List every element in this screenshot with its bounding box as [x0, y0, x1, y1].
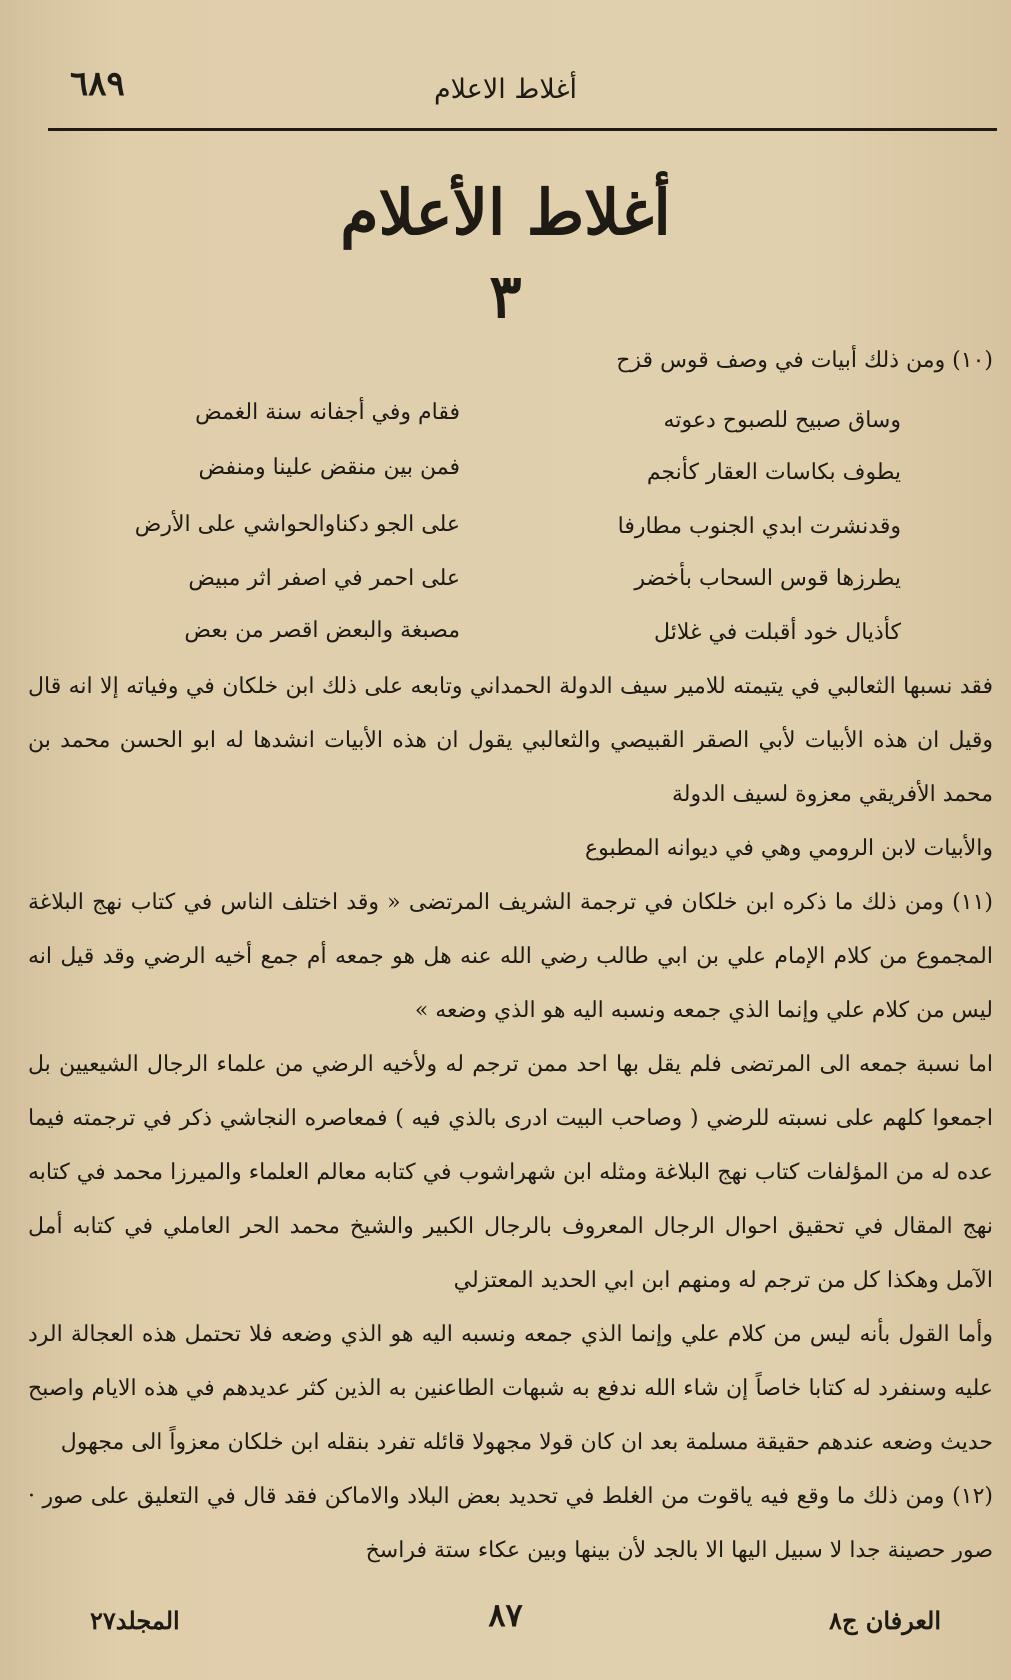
verse-2-right: يطوف بكاسات العقار كأنجم — [646, 460, 901, 485]
verse-3-left: على الجو دكناوالحواشي على الأرض — [134, 512, 460, 537]
part-number: ٣ — [489, 262, 522, 332]
article-title: أغلاط الأعلام — [340, 176, 671, 249]
intro-10: (١٠) ومن ذلك أبيات في وصف قوس قزح — [616, 348, 993, 373]
paragraph-response: وأما القول بأنه ليس من كلام علي وإنما الذي جمعه ونسبه اليه هو الذي وضعه فلا تحتمل هذه العجالة الرد عليه وسنفرد له كتابا خاصاً إن شاء الله ندفع به شبهات الطاعنين به الذين كثر عديدهم في هذه الايام واصبح حديث وضعه عندهم حقيقة مسلمة بعد ان كان قولا مجهولا قائله تفرد بنقله ابن خلكان معزواً الى مجهول — [28, 1322, 993, 1455]
paragraph-ibn-rumi: والأبيات لابن الرومي وهي في ديوانه المطبوع — [585, 836, 993, 861]
footer-folio: ٨٧ — [488, 1596, 523, 1634]
running-header — [46, 62, 965, 122]
paragraph-12: (١٢) ومن ذلك ما وقع فيه ياقوت من الغلط في تحديد بعض البلاد والاماكن فقد قال في التعليق على صور · صور حصينة جدا لا سبيل اليها الا بالجد لأن بينها وبين عكاء ستة فراسخ — [28, 1484, 993, 1563]
paragraph-attribution: فقد نسبها الثعالبي في يتيمته للامير سيف الدولة الحمداني وتابعه على ذلك ابن خلكان في وفياته إلا انه قال وقيل ان هذه الأبيات لأبي الصقر القبيصي والثعالبي يقول ان هذه الأبيات انشدها له ابو الحسن محمد بن محمد الأفريقي معزوة لسيف الدولة — [28, 674, 993, 807]
verse-4-left: على احمر في اصفر اثر مبيض — [188, 566, 460, 591]
footer-journal: العرفان ج٨ — [829, 1606, 941, 1635]
verse-1-left: فقام وفي أجفانه سنة الغمض — [195, 400, 460, 425]
page-number: ٦٨٩ — [70, 64, 125, 104]
verse-2-left: فمن بين منقض علينا ومنفض — [198, 455, 460, 480]
paragraph-nahj-attribution: اما نسبة جمعه الى المرتضى فلم يقل بها احد ممن ترجم له ولأخيه الرضي من علماء الرجال الشيعيين بل اجمعوا كلهم على نسبته للرضي ( وصاحب البيت ادرى بالذي فيه ) فمعاصره النجاشي ذكر في ترجمته فيما عده له من المؤلفات كتاب نهج البلاغة ومثله ابن شهراشوب في كتابه معالم العلماء والميرزا محمد في كتابه نهج المقال في تحقيق احوال الرجال المعروف بالرجال الكبير والشيخ محمد الحر العاملي في كتابه أمل الآمل وهكذا كل من ترجم له ومنهم ابن ابي الحديد المعتزلي — [28, 1052, 993, 1293]
verse-4-right: يطرزها قوس السحاب بأخضر — [634, 566, 901, 591]
footer-volume: المجلد٢٧ — [90, 1606, 180, 1635]
page-footer — [0, 1594, 1011, 1654]
header-rule — [48, 128, 997, 131]
verse-1-right: وساق صبيح للصبوح دعوته — [663, 408, 901, 433]
paragraph-11: (١١) ومن ذلك ما ذكره ابن خلكان في ترجمة الشريف المرتضى « وقد اختلف الناس في كتاب نهج البلاغة المجموع من كلام الإمام علي بن ابي طالب رضي الله عنه هل هو جمعه أم جمع أخيه الرضي وقد قيل انه ليس من كلام علي وإنما الذي جمعه ونسبه اليه هو الذي وضعه » — [28, 890, 993, 1023]
verse-5-right: كأذيال خود أقبلت في غلائل — [654, 620, 901, 645]
verse-3-right: وقدنشرت ابدي الجنوب مطارفا — [617, 514, 901, 539]
running-title: أغلاط الاعلام — [433, 74, 578, 105]
verse-5-left: مصبغة والبعض اقصر من بعض — [184, 618, 460, 643]
